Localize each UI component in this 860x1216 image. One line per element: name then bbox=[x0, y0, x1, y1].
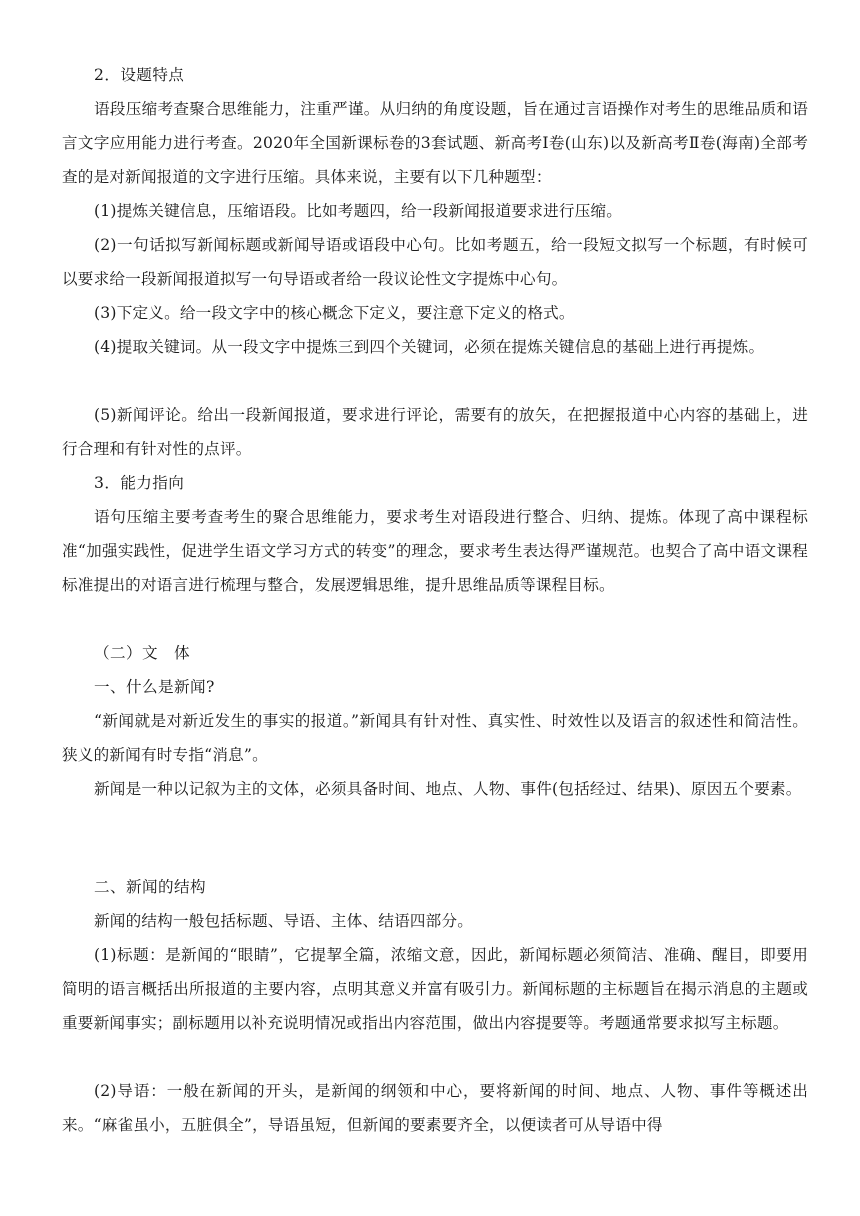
news-structure-heading: 二、新闻的结构 bbox=[94, 878, 206, 896]
news-elements-paragraph: 新闻是一种以记叙为主的文体，必须具备时间、地点、人物、事件(包括经过、结果)、原因五个要素。 bbox=[94, 780, 802, 798]
section-3-body: 语句压缩主要考查考生的聚合思维能力，要求考生对语段进行整合、归纳、提炼。体现了高中课程标准“加强实践性，促进学生语文学习方式的转变”的理念，要求考生表达得严谨规范。也契合了高中语文课程标准提出的对语言进行梳理与整合，发展逻辑思维，提升思维品质等课程目标。 bbox=[62, 508, 808, 594]
news-structure-title-item: (1)标题：是新闻的“眼睛”，它提挈全篇，浓缩文意，因此，新闻标题必须简洁、准确、醒目，即要用简明的语言概括出所报道的主要内容，点明其意义并富有吸引力。新闻标题的主标题旨在揭示消息的主题或重要新闻事实；副标题用以补充说明情况或指出内容范围，做出内容提要等。考题通常要求拟写主标题。 bbox=[62, 946, 808, 1032]
section-3-heading: 3．能力指向 bbox=[94, 474, 185, 492]
section-2-item-3: (3)下定义。给一段文字中的核心概念下定义，要注意下定义的格式。 bbox=[94, 304, 575, 322]
section-2-item-2: (2)一句话拟写新闻标题或新闻导语或语段中心句。比如考题五，给一段短文拟写一个标题，有时候可以要求给一段新闻报道拟写一句导语或者给一段议论性文字提炼中心句。 bbox=[62, 236, 808, 288]
section-2-item-4: (4)提取关键词。从一段文字中提炼三到四个关键词，必须在提炼关键信息的基础上进行再提炼。 bbox=[94, 338, 765, 356]
news-definition-paragraph: “新闻就是对新近发生的事实的报道。”新闻具有针对性、真实性、时效性以及语言的叙述性和简洁性。狭义的新闻有时专指“消息”。 bbox=[62, 712, 808, 764]
what-is-news-heading: 一、什么是新闻? bbox=[94, 678, 215, 696]
section-2-intro: 语段压缩考查聚合思维能力，注重严谨。从归纳的角度设题，旨在通过言语操作对考生的思维品质和语言文字应用能力进行考查。2020年全国新课标卷的3套试题、新高考Ⅰ卷(山东)以及新高考Ⅱ卷(海南)全部考查的是对新闻报道的文字进行压缩。具体来说，主要有以下几种题型： bbox=[62, 100, 808, 186]
part-2-heading: （二）文 体 bbox=[94, 644, 190, 662]
section-2-item-1: (1)提炼关键信息，压缩语段。比如考题四，给一段新闻报道要求进行压缩。 bbox=[94, 202, 623, 220]
section-2-item-5: (5)新闻评论。给出一段新闻报道，要求进行评论，需要有的放矢，在把握报道中心内容的基础上，进行合理和有针对性的点评。 bbox=[62, 406, 808, 458]
section-2-heading: 2．设题特点 bbox=[94, 66, 185, 84]
news-structure-intro: 新闻的结构一般包括标题、导语、主体、结语四部分。 bbox=[94, 912, 474, 930]
news-structure-lead-item: (2)导语：一般在新闻的开头，是新闻的纲领和中心，要将新闻的时间、地点、人物、事件等概述出来。“麻雀虽小，五脏俱全”，导语虽短，但新闻的要素要齐全，以便读者可从导语中得 bbox=[62, 1082, 808, 1134]
